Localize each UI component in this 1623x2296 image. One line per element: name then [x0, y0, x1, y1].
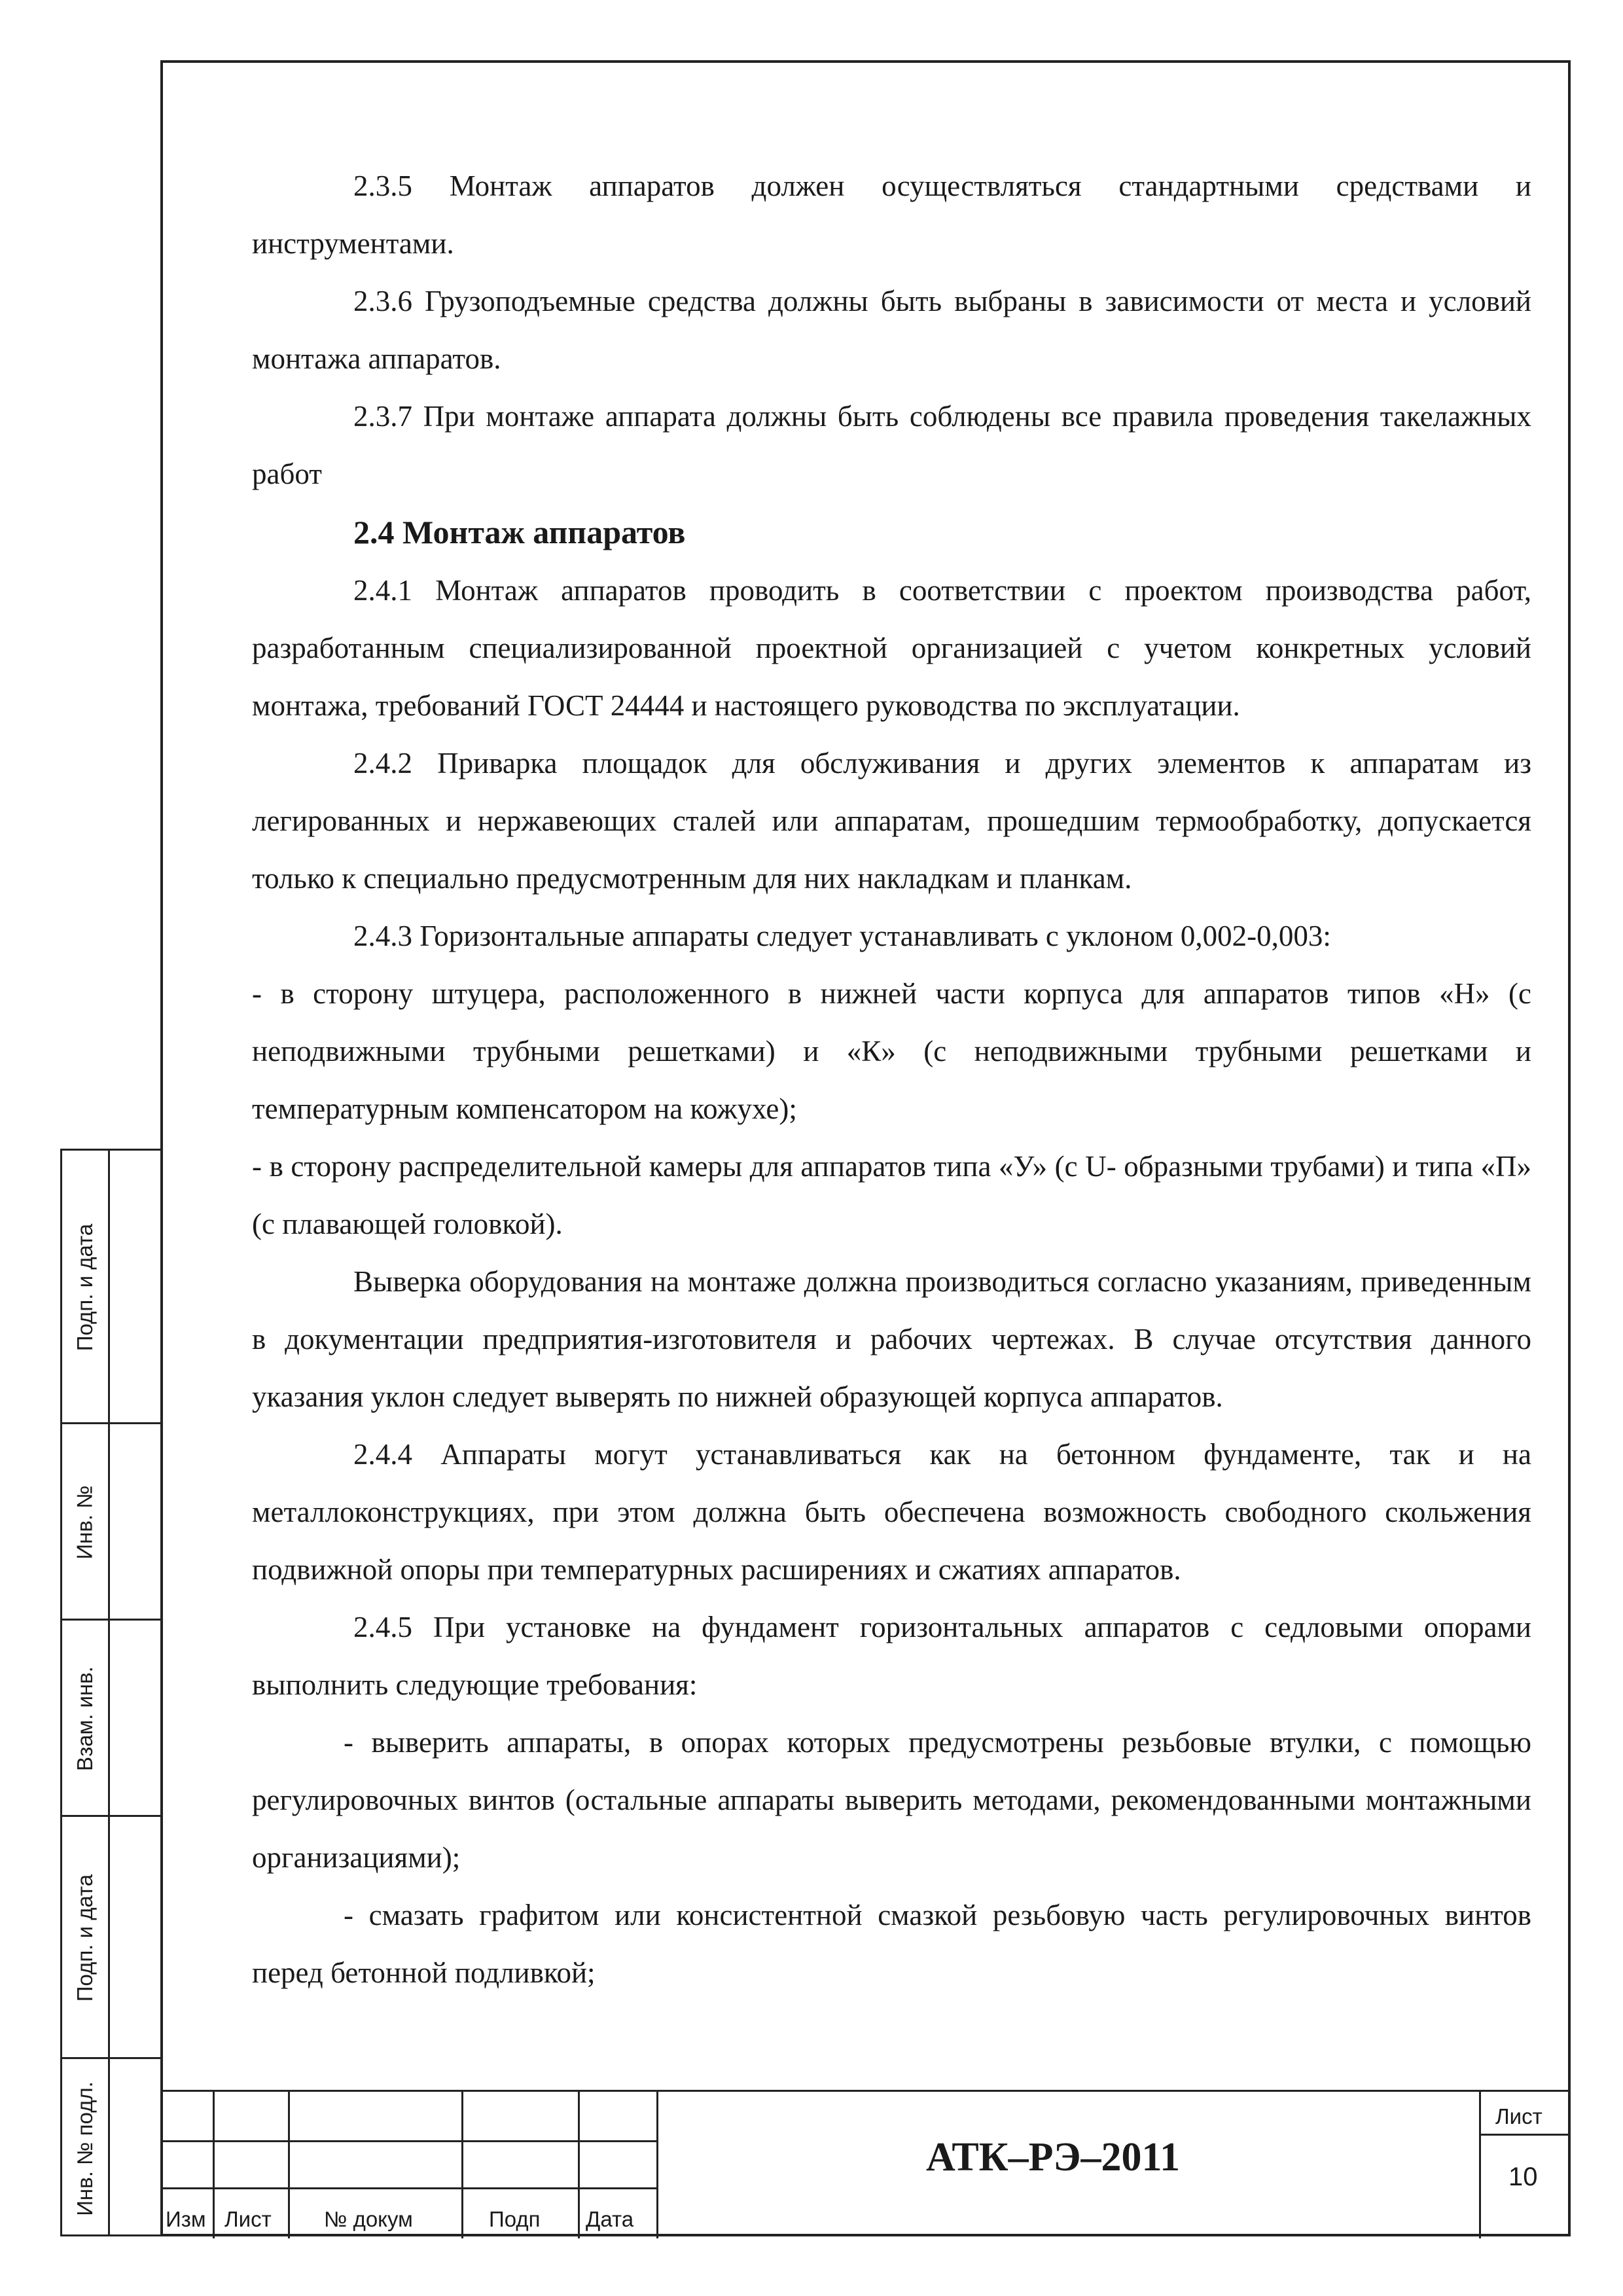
side-cell-inv-no	[62, 1424, 160, 1621]
paragraph-2-3-6: 2.3.6 Грузоподъемные средства должны быть выбраны в зависимости от места и условий монтажа аппаратов.	[252, 285, 1531, 375]
list-item-verify: - выверить аппараты, в опорах которых предусмотрены резьбовые втулки, с помощью регулировочных винтов (остальные аппараты выверить методами, рекомендованными монтажными организациями);	[252, 1726, 1531, 1874]
column-list: Лист	[224, 2207, 272, 2231]
column-date: Дата	[586, 2207, 634, 2231]
document-body	[252, 157, 1531, 2001]
paragraph-alignment: Выверка оборудования на монтаже должна производиться согласно указаниям, приведенным в документации предприятия-изготовителя и рабочих чертежах. В случае отсутствия данного указания уклон следует выверять по нижней образующей корпуса аппаратов.	[252, 1265, 1531, 1413]
title-block	[160, 2090, 1571, 2236]
side-cell-sign-date	[62, 1151, 160, 1424]
side-stamp	[60, 1149, 160, 2236]
column-izm: Изм	[166, 2207, 206, 2231]
side-label: Подп. и дата	[73, 1874, 98, 2002]
side-label: Инв. №	[73, 1485, 97, 1560]
paragraph-2-4-2: 2.4.2 Приварка площадок для обслуживания и других элементов к аппаратам из легированных и нержавеющих сталей или аппаратам, прошедшим термообработку, допускается только к специально предусмотренным для них накладкам и планкам.	[252, 747, 1531, 895]
side-cell-orig-inv	[62, 2059, 160, 2238]
list-item-chamber: - в сторону распределительной камеры для аппаратов типа «У» (с U- образными трубами) и типа «П» (с плавающей головкой).	[252, 1150, 1531, 1240]
side-cell-replace-inv	[62, 1621, 160, 1817]
paragraph-2-4-3: 2.4.3 Горизонтальные аппараты следует устанавливать с уклоном 0,002-0,003:	[353, 920, 1331, 952]
sheet-label: Лист	[1495, 2104, 1543, 2128]
paragraph-2-3-7: 2.3.7 При монтаже аппарата должны быть соблюдены все правила проведения такелажных работ	[252, 400, 1531, 490]
sheet-number: 10	[1508, 2162, 1538, 2191]
paragraph-2-4-1: 2.4.1 Монтаж аппаратов проводить в соответствии с проектом производства работ, разработанным специализированной проектной организацией с учетом конкретных условий монтажа, требований ГОСТ 24444 и настоящего руководства по эксплуатации.	[252, 574, 1531, 722]
column-podp: Подп	[489, 2207, 541, 2231]
list-item-nozzle: - в сторону штуцера, расположенного в нижней части корпуса для аппаратов типов «Н» (с неподвижными трубными решетками) и «К» (с неподвижными трубными решетками и температурным компенсатором на кожухе);	[252, 977, 1531, 1125]
document-code: АТК–РЭ–2011	[926, 2135, 1181, 2179]
column-doc: № докум	[324, 2207, 413, 2231]
section-heading: 2.4 Монтаж аппаратов	[353, 514, 686, 550]
paragraph-2-4-5: 2.4.5 При установке на фундамент горизонтальных аппаратов с седловыми опорами выполнить следующие требования:	[252, 1611, 1531, 1701]
side-label: Взам. инв.	[73, 1666, 98, 1771]
paragraph-2-3-5: 2.3.5 Монтаж аппаратов должен осуществляться стандартными средствами и инструментами.	[252, 170, 1531, 260]
side-label: Инв. № подл.	[73, 2081, 97, 2216]
list-item-lubricate: - смазать графитом или консистентной смазкой резьбовую часть регулировочных винтов перед бетонной подливкой;	[252, 1899, 1531, 1989]
side-label: Подп. и дата	[73, 1223, 98, 1352]
paragraph-2-4-4: 2.4.4 Аппараты могут устанавливаться как на бетонном фундаменте, так и на металлоконструкциях, при этом должна быть обеспечена возможность свободного скольжения подвижной опоры при температурных расширениях и сжатиях аппаратов.	[252, 1438, 1531, 1586]
side-cell-sign-date-2	[62, 1817, 160, 2059]
